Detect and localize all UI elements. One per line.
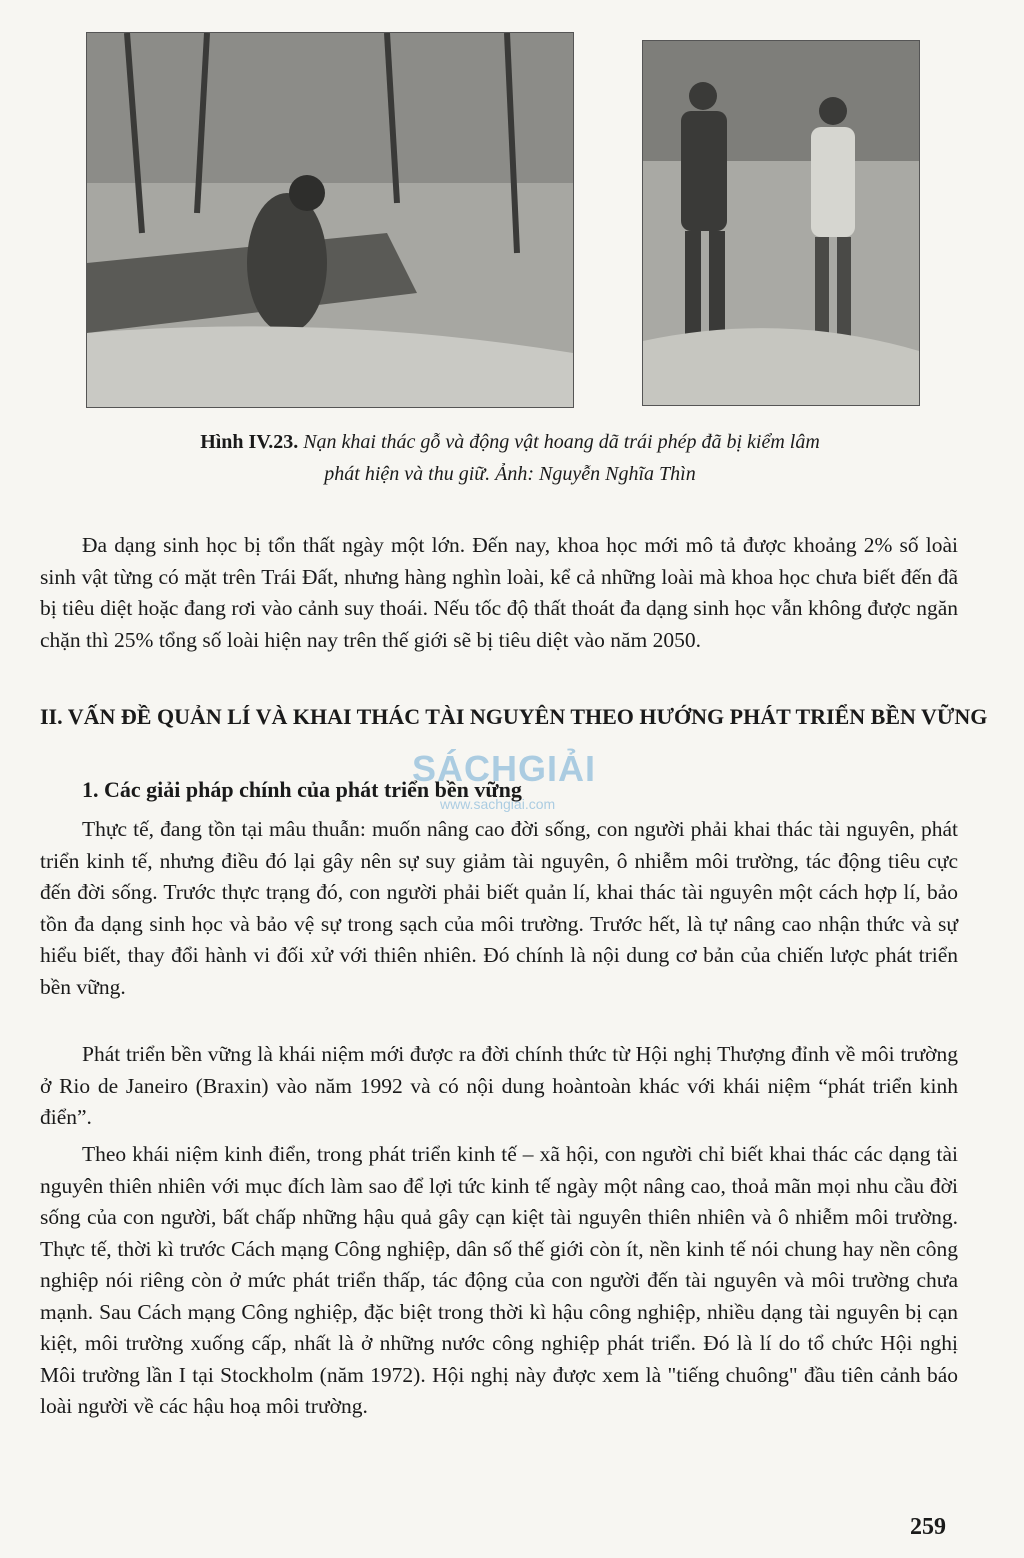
watermark-url: www.sachgiai.com	[440, 796, 556, 812]
figure-caption	[60, 426, 960, 458]
figure-caption-line2: phát hiện và thu giữ. Ảnh: Nguyễn Nghĩa Thìn	[324, 463, 696, 485]
paragraph-biodiversity: Đa dạng sinh học bị tổn thất ngày một lớn. Đến nay, khoa học mới mô tả được khoảng 2% số loài sinh vật từng có mặt trên Trái Đất, nhưng hàng nghìn loài, kể cả những loài mà khoa học chưa biết đến đã bị tiêu diệt hoặc đang rơi vào cảnh suy thoái. Nếu tốc độ thất thoát đa dạng sinh học vẫn không được ngăn chặn thì 25% tổng số loài hiện nay trên thế giới sẽ bị tiêu diệt vào năm 2050.	[40, 533, 958, 652]
photo-rangers	[642, 40, 920, 406]
photo-logging	[86, 32, 574, 408]
watermark-brand: SÁCHGIẢI	[412, 748, 597, 789]
paragraph-contradiction: Thực tế, đang tồn tại mâu thuẫn: muốn nâng cao đời sống, con người phải khai thác tài nguyên, phát triển kinh tế, nhưng điều đó lại gây nên sự suy giảm tài nguyên, ô nhiễm môi trường, tác động tiêu cực đến đời sống. Trước thực trạng đó, con người phải biết quản lí, khai thác tài nguyên một cách hợp lí, bảo tồn đa dạng sinh học và bảo vệ sự trong sạch của môi trường. Trước hết, là tự nâng cao nhận thức và sự hiểu biết, thay đổi hành vi đối xử với thiên nhiên. Đó chính là nội dung cơ bản của chiến lược phát triển bền vững.	[40, 817, 958, 999]
figure-caption-line1: Nạn khai thác gỗ và động vật hoang dã trái phép đã bị kiểm lâm	[303, 431, 820, 453]
figure-label: Hình IV.23.	[200, 431, 299, 453]
paragraph-classical-concept: Theo khái niệm kinh điển, trong phát triển kinh tế – xã hội, con người chỉ biết khai thác các dạng tài nguyên thiên nhiên với mục đích làm sao để lợi tức kinh tế ngày một nâng cao, thoả mãn mọi nhu cầu đời sống của con người, bất chấp những hậu quả gây cạn kiệt tài nguyên thiên nhiên và ô nhiễm môi trường. Thực tế, thời kì trước Cách mạng Công nghiệp, dân số thế giới còn ít, nền kinh tế nói chung hay nền công nghiệp nói riêng còn ở mức phát triển thấp, tác động của con người đến tài nguyên và môi trường chưa mạnh. Sau Cách mạng Công nghiệp, đặc biệt trong thời kì hậu công nghiệp, nhiều dạng tài nguyên bị cạn kiệt, môi trường xuống cấp, nhất là ở những nước công nghiệp phát triển. Đó là lí do tổ chức Hội nghị Môi trường lần I tại Stockholm (năm 1972). Hội nghị này được xem là "tiếng chuông" đầu tiên cảnh báo loài người về các hậu hoạ môi trường.	[40, 1142, 958, 1418]
subsection-heading: 1. Các giải pháp chính của phát triển bền vững	[82, 777, 522, 802]
paragraph-sustainable-definition: Phát triển bền vững là khái niệm mới được ra đời chính thức từ Hội nghị Thượng đỉnh về môi trường ở Rio de Janeiro (Braxin) vào năm 1992 và có nội dung hoàntoàn khác với khái niệm “phát triển kinh điển”.	[40, 1042, 958, 1129]
section-heading: II. VẤN ĐỀ QUẢN LÍ VÀ KHAI THÁC TÀI NGUYÊN THEO HƯỚNG PHÁT TRIỂN BỀN VỮNG	[40, 704, 988, 729]
page-number: 259	[910, 1514, 946, 1540]
